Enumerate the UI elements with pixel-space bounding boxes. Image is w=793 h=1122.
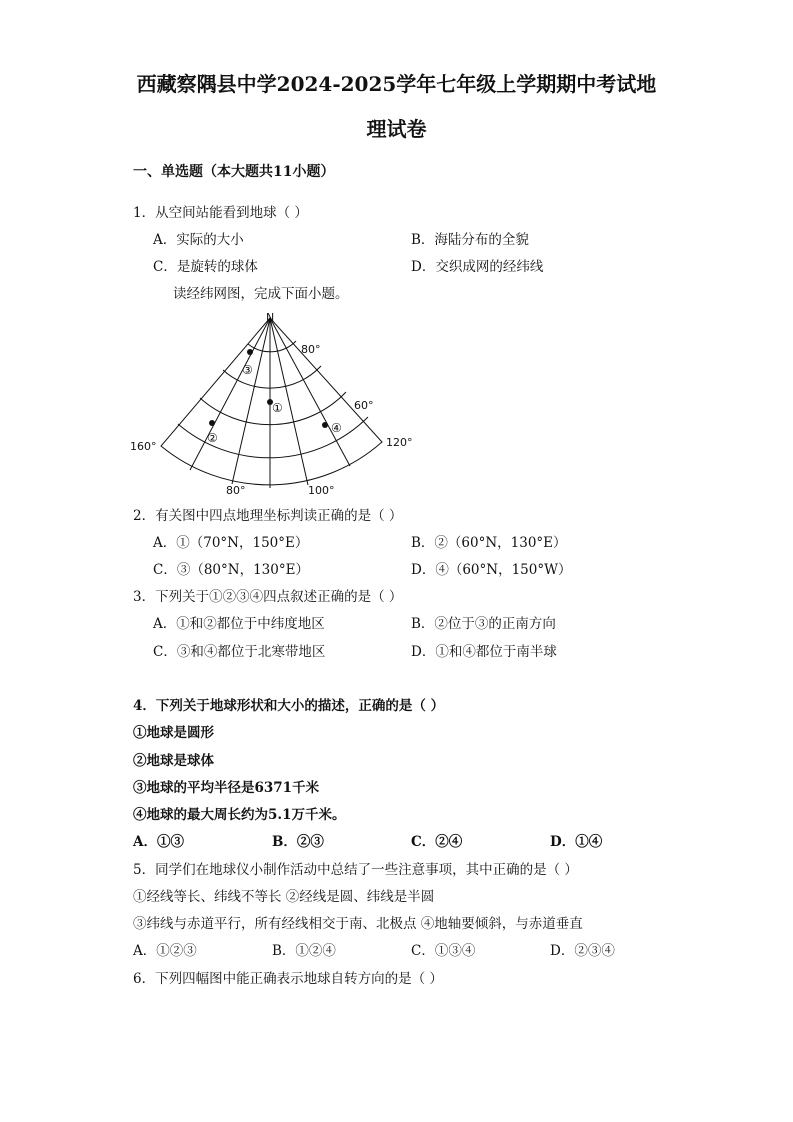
q3-option-a: A．①和②都位于中纬度地区 (153, 616, 325, 632)
q1-option-c: C．是旋转的球体 (153, 259, 258, 275)
q2-option-d: D．④（60°N，150°W） (411, 562, 572, 578)
q2-option-a: A．①（70°N，150°E） (153, 535, 309, 551)
q4-statement-4: ④地球的最大周长约为5.1万千米。 (133, 807, 346, 823)
q5-option-a: A．①②③ (133, 943, 197, 959)
q4-option-c: C．②④ (411, 834, 463, 850)
q5-option-d: D．②③④ (550, 943, 615, 959)
q6-stem: 6．下列四幅图中能正确表示地球自转方向的是（ ） (133, 971, 443, 987)
meridian-line (232, 318, 270, 484)
q1-stem: 1．从空间站能看到地球（ ） (133, 205, 308, 221)
q4-statement-3: ③地球的平均半径是6371千米 (133, 780, 320, 796)
q5-stem: 5．同学们在地球仪小制作活动中总结了一些注意事项，其中正确的是（ ） (133, 862, 578, 878)
q3-option-c: C．③和④都位于北寒带地区 (153, 644, 326, 660)
lon-120-label: 120° (386, 436, 413, 449)
q3-option-b: B．②位于③的正南方向 (411, 616, 556, 632)
point-3-label: ③ (242, 363, 253, 377)
q2-option-b: B．②（60°N，130°E） (411, 535, 567, 551)
point-1-label: ① (272, 401, 283, 415)
page-title-line1: 西藏察隅县中学2024-2025学年七年级上学期期中考试地 (136, 72, 657, 96)
lon-80-label: 80° (226, 484, 246, 497)
meridian-line (190, 318, 270, 470)
lon-160-label: 160° (130, 440, 157, 453)
q4-option-b: B．②③ (272, 834, 324, 850)
q4-option-a: A．①③ (133, 834, 184, 850)
point-2-dot (209, 420, 215, 426)
q3-stem: 3．下列关于①②③④四点叙述正确的是（ ） (133, 589, 403, 605)
q4-stem: 4．下列关于地球形状和大小的描述，正确的是（ ） (133, 698, 445, 714)
q4-option-d: D．①④ (550, 834, 603, 850)
q5-option-c: C．①③④ (411, 943, 476, 959)
point-2-label: ② (207, 431, 218, 445)
q3-option-d: D．①和④都位于南半球 (411, 644, 557, 660)
q2-stem: 2．有关图中四点地理坐标判读正确的是（ ） (133, 508, 403, 524)
lon-100-label: 100° (308, 484, 335, 497)
q4-statement-1: ①地球是圆形 (133, 725, 214, 741)
meridian-line (270, 318, 350, 466)
q2-option-c: C．③（80°N，130°E） (153, 562, 309, 578)
graticule-figure (128, 308, 418, 498)
q5-statements-3-4: ③纬线与赤道平行，所有经线相交于南、北极点 ④地轴要倾斜，与赤道垂直 (133, 916, 583, 932)
q1-option-a: A．实际的大小 (153, 232, 244, 248)
point-4-label: ④ (331, 421, 342, 435)
section-heading: 一、单选题（本大题共11小题） (133, 164, 335, 180)
point-4-dot (322, 422, 328, 428)
lat-60-label: 60° (354, 399, 374, 412)
page-title-line2: 理试卷 (366, 117, 427, 141)
q1-option-b: B．海陆分布的全貌 (411, 232, 529, 248)
lat-80-label: 80° (301, 343, 321, 356)
q4-statement-2: ②地球是球体 (133, 753, 214, 769)
figure-intro: 读经纬网图，完成下面小题。 (173, 286, 349, 302)
q1-option-d: D．交织成网的经纬线 (411, 259, 544, 275)
point-3-dot (247, 349, 253, 355)
north-label: N (266, 311, 275, 324)
q5-statements-1-2: ①经线等长、纬线不等长 ②经线是圆、纬线是半圆 (133, 889, 435, 905)
q5-option-b: B．①②④ (272, 943, 336, 959)
